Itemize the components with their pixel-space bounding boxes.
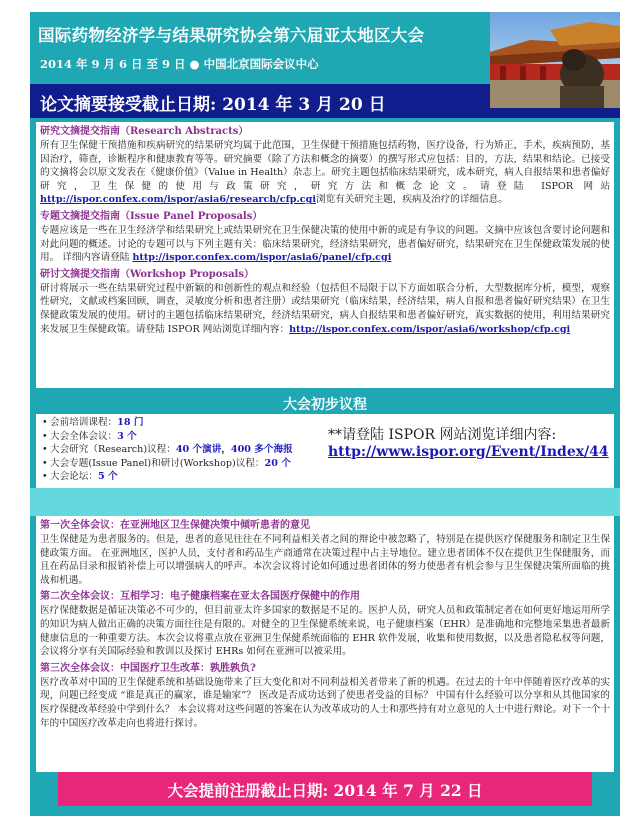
section-body: 卫生保健是为患者服务的。但是，患者的意见往往在不同利益相关者之间的辩论中被忽略了，特别是在提供医疗保健服务和制定卫生保健政策方面。 在亚洲地区，医护人员，支付者和药品生产商通常在决策过程中占主导地位。建立患者团体不仅在提供卫生保健服务，而且在药品目录和报销补偿上可以增强病人的呼声。本次会议将讨论如何通过患者团体的努力使患者有机会参与卫生保健决策所面临的挑战和机遇。	[40, 534, 610, 586]
abstract-guidelines-panel	[36, 122, 614, 388]
forbidden-city-lion-photo	[490, 12, 620, 108]
login-prompt: **请登陆 ISPOR 网站浏览详细内容:	[328, 427, 557, 443]
section-title: 研讨文摘提交指南（Workshop Proposals）	[40, 268, 254, 280]
photo-illustration	[490, 12, 620, 108]
research-abstracts-section	[36, 125, 614, 207]
bullet-icon: •	[42, 430, 48, 442]
workshop-cfp-link[interactable]: http://ispor.confex.com/ispor/asia6/workshop/cfp.cgi	[289, 323, 571, 335]
conference-title: 国际药物经济学与结果研究协会第六届亚太地区大会	[38, 26, 425, 45]
section-body: 所有卫生保健干预措施和疾病研究的结果研究均属于此范围，卫生保健干预措施包括药物，医疗设备，行为矫正，手术，疾病预防，基因治疗，筛查，诊断程序和健康教育等等。研究摘要（除了方法和概念的摘要）的撰写形式应包括：目的，方法，结果和结论。已接受的文摘将会以原文发表在《健康价值》（Value in Health）杂志上。研究主题包括临床结果研究，成本研究，病人自报结果和患者偏好研究，卫生保健的使用与政策研究，研究方法和概念论文。请登陆 ISPOR 网站 http://ispor.confex.com/ispor/asia6/research/cfp.cgi浏览有关研究主题，疾病及治疗的详细信息。	[40, 140, 610, 206]
brochure-frame	[30, 12, 620, 816]
issue-panel-section	[36, 210, 614, 265]
plenary-sessions-panel	[36, 516, 614, 772]
section-title: 专题文摘提交指南（Issue Panel Proposals）	[40, 210, 263, 222]
conference-date-venue: 2014 年 9 月 6 日 至 9 日 ● 中国北京国际会议中心	[40, 57, 319, 71]
section-title: 研究文摘提交指南（Research Abstracts）	[40, 126, 249, 137]
list-item: • 大会研究（Research)议程：40 个演讲，400 多个海报	[42, 444, 293, 455]
abstract-deadline-text: 论文摘要接受截止日期: 2014 年 3 月 20 日	[40, 95, 386, 115]
agenda-panel	[36, 414, 614, 488]
plenary-session-2	[36, 590, 614, 658]
list-item: • 会前培训课程：18 门	[42, 417, 144, 428]
list-item: • 大会全体会议：3 个	[42, 430, 137, 442]
early-registration-text: 大会提前注册截止日期: 2014 年 7 月 22 日	[167, 781, 483, 800]
section-body: 研讨将展示一些在结果研究过程中新颖的和创新性的观点和经验（包括但不局限于以下方面如联合分析，大型数据库分析，模型，观察性研究，文献或档案回顾，调查，灵敏度分析和患者注册）或结果研究（临床结果，经济结果，病人自报和患者偏好研究结果）在卫生保健政策发展的使用。研讨的主题包括临床结果研究，经济结果研究，病人自报结果和患者偏好研究，真实数据的使用，利用结果研究来发展卫生保健政策。请登陆 ISPOR 网站浏览详细内容：http://ispor.confex.com/ispor/asia6/workshop/cfp.cgi	[40, 282, 610, 335]
list-item: • 大会论坛：5 个	[42, 471, 118, 482]
bullet-icon: •	[42, 444, 48, 455]
section-body: 医疗保健数据是循证决策必不可少的，但目前亚太许多国家的数据是不足的。医护人员，研究人员和政策制定者在如何更好地运用所学的知识为病人做出正确的决策方面往往是有限的。对健全的卫生保健系统来说，电子健康档案（EHR）是准确地和完整地采集患者最新健康信息的一种重要方法。本次会议将重点放在亚洲卫生保健系统面临的 EHR 软件发展，收集和使用数据，以及患者隐私权等问题，会议将分享有关国际经验和教训以及探讨 EHRs 如何在亚洲可以被采用。	[40, 605, 610, 658]
early-registration-banner	[58, 772, 592, 806]
event-index-link[interactable]: http://www.ispor.org/Event/Index/44	[328, 444, 609, 460]
agenda-stats-list	[42, 416, 293, 484]
plenary-session-1	[36, 519, 614, 587]
section-body: 医疗改革对中国的卫生保健系统和基础设施带来了巨大变化和对不同利益相关者带来了新的机遇。在过去的十年中伴随着医疗改革的实现，问题已经变成 “谁是真正的赢家，谁是输家”？ 医改是否成功达到了使患者受益的目标？ 中国有什么经验可以分享和从其他国家的医疗保健改革经验中学到什么？ 本会议将对这些问题的答案在认为改革成功的人士和那些持有对立意见的人士中进行辩论。对下一个十年的中国医疗改革走向也将进行探讨。	[40, 676, 610, 729]
section-body: 专题应该是一些在卫生经济学和结果研究上或结果研究在卫生保健决策的使用中新的或是有争议的问题。文摘中应该包含要讨论问题和对此问题的概述。讨论的专题可以与下列主题有关：临床结果研究，经济结果研究，患者偏好研究，结果研究在卫生保健政策发展的使用。 详细内容请登陆 http://ispor.confex.com/ispor/asia6/panel/cfp.cgi	[40, 224, 610, 264]
divider-band	[30, 488, 620, 516]
section-title: 第三次全体会议：中国医疗卫生改革：孰胜孰负?	[40, 662, 256, 674]
plenary-session-3	[36, 662, 614, 730]
bullet-icon: •	[42, 417, 48, 428]
section-title: 第二次全体会议：互相学习：电子健康档案在亚太各国医疗保健中的作用	[40, 591, 360, 603]
list-item: • 大会专题(Issue Panel)和研讨(Workshop)议程：20 个	[42, 457, 291, 469]
workshop-section	[36, 268, 614, 336]
panel-cfp-link[interactable]: http://ispor.confex.com/ispor/asia6/panel/cfp.cgi	[132, 252, 392, 264]
agenda-title: 大会初步议程	[283, 397, 367, 413]
agenda-banner	[30, 392, 620, 414]
section-title: 第一次全体会议：在亚洲地区卫生保健决策中倾听患者的意见	[40, 520, 310, 531]
bullet-icon: •	[42, 471, 48, 482]
research-cfp-link[interactable]: http://ispor.confex.com/ispor/asia6/research/cfp.cgi	[40, 194, 316, 206]
bullet-icon: •	[42, 457, 48, 469]
